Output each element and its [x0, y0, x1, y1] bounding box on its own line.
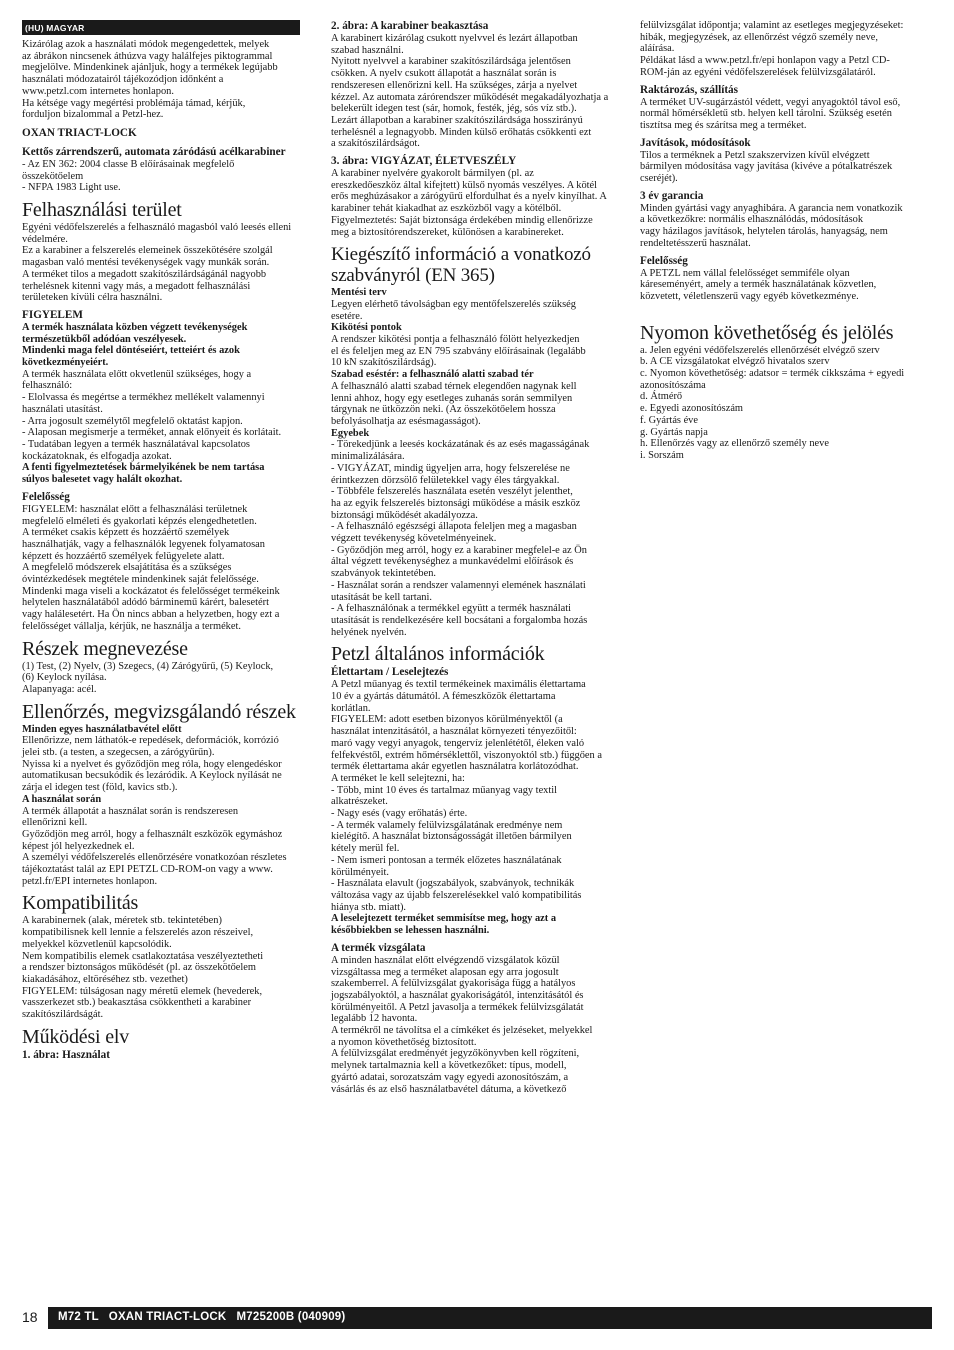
heading-inspection: Ellenőrzés, megvizsgálandó részek	[22, 700, 296, 723]
footer-text: M72 TL OXAN TRIACT-LOCK M725200B (040909)	[58, 1311, 346, 1323]
repair-text: Tilos a terméknek a Petzl szakszervizen kívül elvégzett bármilyen módosítása vagy javítása (kivéve a pótalkatrészek cseréjét).	[640, 149, 893, 185]
lifetime-text: A Petzl műanyag és textil termékeinek maximális élettartama 10 év a gyártás dátumától. A fémeszközök élettartama korlátlan. FIGYELEM: adott esetben bizonyos körülményektől (a használat intenzitásától, a használat környezeti tényezőitől: maró vagy vegyi anyagok, tengervíz jelenlététől, éleken való felfekvéstől, extrém hőmérséklettől, viszonyoktól stb.) függően a termék élettartama akár egyetlen használatra korlátozódhat. A terméket le kell selejtezni, ha: - Több, mint 10 éves és tartalmaz műanyag vagy textil alkatrészeket. - Nagy esés (vagy erőhatás) érte. - A termék valamely felülvizsgálatának eredménye nem kielégítő. A használat biztonságosságát illetően bármilyen kétely merül fel. - Nem ismeri pontosan a termék előzetes használatának körülményeit. - Használata elavult (jogszabályok, szabványok, technikák változása vagy az újabb felszerelésekkel való kompatibilitás hiánya stb. miatt).	[331, 679, 602, 913]
heading-compatibility: Kompatibilitás	[22, 892, 139, 915]
warning-label: FIGYELEM	[22, 308, 83, 321]
traceability-text: a. Jelen egyéni védőfelszerelés ellenőrzését elvégző szerv b. A CE vizsgálatokat elvégző hivatalos szerv c. Nyomon követhetőség: adatsor = termék cikkszáma + egyedi azonosítószáma d. Átmérő e. Egyedi azonosítószám f. Gyártás éve g. Gyártás napja h. Ellenőrzés vagy az ellenőrző személy neve i. Sorszám	[640, 344, 905, 461]
liability-text: A PETZL nem vállal felelősséget semmiféle olyan káreseményért, amely a termék használatának közvetlen, közvetett, véletlenszerű vagy egyéb következménye.	[640, 267, 877, 302]
inspection-label-1: Minden egyes használatbavétel előtt	[22, 723, 182, 735]
responsibility-label: Felelősség	[22, 490, 70, 503]
language-tag: (HU) MAGYAR	[22, 20, 300, 35]
page-number: 18	[22, 1309, 38, 1325]
liability-label: Felelősség	[640, 254, 688, 267]
other-text: - Törekedjünk a leesés kockázatának és az esés magasságának minimalizálására. - VIGYÁZAT, mindig ügyeljen arra, hogy felszerelése ne érintkezzen dörzsölő felületekkel vagy éles tárgyakkal. - Többféle felszerelés használata esetén veszélyt jelenthet, ha az egyik felszerelés biztonsági működése a másik eszköz biztonsági működését akadályozza. - A felhasználó egészségi állapota feleljen meg a magasban végzett tevékenység követelményeinek. - Győződjön meg arról, hogy ez a karabiner megfelel-e az Ön által végzett tevékenységhez a munkavédelmi előírások és szabványok tekintetében. - Használat során a rendszer valamennyi elemének használati utasítását be kell tartani. - A felhasználónak a termékkel együtt a termék használati utasítását is rendelkezésére kell bocsátani a forgalomba hozás helyének nyelvén.	[331, 439, 590, 638]
continued-text: felülvizsgálat időpontja; valamint az esetleges megjegyzéseket: hibák, megjegyzések, az ellenőrzést végző személy neve, aláírása. Példákat lásd a www.petzl.fr/epi honlapon vagy a Petzl CD- ROM-ján az egyéni védőfelszerelések felülvizsgálatáról.	[640, 20, 904, 78]
rescue-text: Legyen elérhető távolságban egy mentőfelszerelés szükség esetére.	[331, 298, 576, 322]
heading-general-info: Petzl általános információk	[331, 643, 545, 666]
figure-2-caption: 2. ábra: A karabiner beakasztása	[331, 20, 489, 32]
standards-text: - Az EN 362: 2004 classe B előírásainak megfelelő összekötőelem - NFPA 1983 Light use.	[22, 158, 235, 194]
anchor-text: A rendszer kikötési pontja a felhasználó fölött helyezkedjen el és feleljen meg az EN 795 szabvány előírásainak (legalább 10 kN szakítószilárdság).	[331, 334, 586, 369]
figure-3-caption: 3. ábra: VIGYÁZAT, ÉLETVESZÉLY	[331, 155, 517, 168]
heading-area: Felhasználási terület	[22, 199, 182, 222]
product-check-label: A termék vizsgálata	[331, 941, 426, 954]
figure-2-text: A karabinert kizárólag csukott nyelvvel és lezárt állapotban szabad használni. Nyitott nyelvvel a karabiner szakítószilárdsága jelentősen csökken. A nyelv csukott állapotát a használat során is rendszeresen ellenőrizni kell. Ha szükséges, zárja a nyelvet kézzel. Az automata zárórendszer működését megakadályozhatja a belekerült idegen test (sár, homok, festék, jég, sós víz stb.). Lezárt állapotban a karabiner szakítószilárdsága hosszirányú terhelésnél a legnagyobb. Minden külső erőhatás csökkenti ezt a szakítószilárdságot.	[331, 33, 609, 150]
page-footer	[22, 1307, 932, 1329]
responsibility-text: FIGYELEM: használat előtt a felhasználási területnek megfelelő elméleti és gyakorlati képzés elengedhetetlen. A terméket csakis képzett és hozzáértő személyek használhatják, vagy a felhasználók legyenek folyamatosan képzett és hozzáértő személyek felügyelete alatt. A megfelelő módszerek elsajátítása és a szükséges óvintézkedések megtétele mindenkinek saját felelőssége. Mindenki maga viseli a kockázatot és felelősséget termékeink helytelen használatából adódó bárminemű kárért, balesetért vagy halálesetért. Ha Ön nincs abban a helyzetben, hogy ezt a felelősséget vállalja, kérjük, ne használja a terméket.	[22, 503, 280, 632]
warning-text: A termék használata előtt okvetlenül szükséges, hogy a felhasználó: - Elolvassa és megértse a termékhez mellékelt valamennyi használati utasítást. - Arra jogosult személytől megfelelő oktatást kapjon. - Alaposan megismerje a terméket, annak előnyeit és korlátait. - Tudatában legyen a termék használatával kapcsolatos kockázatoknak, és elfogadja azokat.	[22, 368, 282, 462]
anchor-label: Kikötési pontok	[331, 322, 402, 334]
storage-text: A terméket UV-sugárzástól védett, vegyi anyagoktól távol eső, normál hőmérsékletű stb. helyen kell tárolni. Szükség esetén tisztítsa meg és szárítsa meg a terméket.	[640, 96, 901, 131]
clearance-label: Szabad esés​tér: a felhasználó alatti szabad tér	[331, 369, 534, 381]
product-name: OXAN TRIACT-LOCK	[22, 126, 137, 139]
compatibility-text: A karabinernek (alak, méretek stb. tekintetében) kompatibilisnek kell lennie a felszerelés azon részeivel, melyekkel közvetlenül kapcsolódik. Nem kompatibilis elemek csatlakoztatása veszélyeztetheti a rendszer biztonságos működését (pl. az összekötőelem kiakadásához, eltöréséhez stb. vezethet) FIGYELEM: túlságosan nagy méretű elemek (hevederek, vasszerkezet stb.) beakasztása csökkentheti a karabiner szakítószilárdságát.	[22, 915, 264, 1021]
storage-label: Raktározás, szállítás	[640, 83, 738, 96]
figure-1-caption: 1. ábra: Használat	[22, 1048, 110, 1061]
parts-text: (1) Test, (2) Nyelv, (3) Szegecs, (4) Zárógyűrű, (5) Keylock, (6) Keylock nyílása. Alapanyaga: acél.	[22, 660, 274, 695]
inspection-label-2: A használat során	[22, 793, 102, 805]
column-2	[331, 20, 616, 1095]
repair-label: Javítások, módosítások	[640, 136, 751, 149]
lifetime-label: Élettartam / Leselejtezés	[331, 666, 449, 679]
other-label: Egyebek	[331, 427, 370, 439]
warranty-label: 3 év garancia	[640, 189, 704, 202]
intro-text: Kizárólag azok a használati módok megengedettek, melyek az ábrákon nincsenek áthúzva vagy halálfejes piktogrammal megjelölve. Mindenkinek ajánljuk, hogy a termékek legújabb használati módozatairól tájékozódjon időnként a www.petzl.com internetes honlapon. Ha kétsége vagy megértési problémája támad, kérjük, forduljon bizalommal a Petzl-hez.	[22, 39, 278, 121]
heading-en365: Kiegészítő információ a vonatkozó szabványról (EN 365)	[331, 244, 591, 287]
warning-bold: A termék használata közben végzett tevékenységek természetükből adódóan veszélyesek. Mindenki maga felel döntéseiért, tetteiért és azok következményeiért.	[22, 321, 248, 369]
column-1	[22, 20, 300, 1062]
heading-traceability: Nyomon követhetőség és jelölés	[640, 321, 894, 344]
product-description: Kettős zárrendszerű, automata záródású acélkarabiner	[22, 145, 286, 158]
footer-bar	[48, 1307, 932, 1329]
warranty-text: Minden gyártási vagy anyaghibára. A garancia nem vonatkozik a következőkre: normális elhasználódás, módosítások vagy házilagos javítások, helytelen tárolás, hanyagság, nem rendeltetésszerű használat.	[640, 202, 903, 249]
area-text: Egyéni védőfelszerelés a felhasználó magasból való leesés elleni védelmére. Ez a karabiner a felszerelés elemeinek összekötésére szolgál magasban való mentési tevékenységek vagy munkák során. A terméket tilos a megadott szakítószilárdságánál nagyobb terhelésnek kitenni vagy más, a megadott felhasználási területeken kívüli célra használni.	[22, 222, 292, 304]
product-check-text: A minden használat előtt elvégzendő vizsgálatok közül vizsgáltassa meg a terméket alaposan egy arra jogosult szakemberrel. A felülvizsgálat gyakorisága függ a hatályos jogszabályoktól, a használat gyakoriságától, intenzitásától és körülményeitől. A Petzl javasolja a termékek felülvizsgálatát legalább 12 havonta. A termékről ne távolítsa el a címkéket és jelzéseket, melyekkel a nyomon követhetőség biztosított. A felülvizsgálat eredményét jegyzőkönyvben kell rögzíteni, melynek tartalmaznia kell a következőket: típus, modell, gyártó adatai, sorozatszám vagy egyedi azonosítószám, a vásárlás és az első használatbavétel dátuma, a következő	[331, 954, 593, 1095]
column-3	[640, 20, 932, 462]
clearance-text: A felhasználó alatti szabad térnek elegendően nagynak kell lenni ahhoz, hogy egy esetleges zuhanás során semmilyen tárgynak ne ütközzön neki. (Az összekötőelem hossza befolyásolhatja az esésmagasságot).	[331, 380, 577, 427]
lifetime-bold: A leselejtezett terméket semmisítse meg, hogy azt a későbbiekben se lehessen használni.	[331, 913, 557, 937]
warning-bold-2: A fenti figyelmeztetések bármelyikének be nem tartása súlyos balesetet vagy halált okozhat.	[22, 462, 265, 486]
heading-operation: Működési elv	[22, 1025, 130, 1048]
inspection-text-1: Ellenőrizze, nem láthatók-e repedések, deformációk, korrózió jelei stb. (a testen, a szegecsen, a zárógyűrűn). Nyissa ki a nyelvet és győződjön meg róla, hogy elengedéskor automatikusan becsukódik és lezáródik. A Keylock nyílását ne zárja el idegen test (föld, kavics stb.).	[22, 735, 282, 794]
figure-3-text: A karabiner nyelvére gyakorolt bármilyen (pl. az ereszkedőeszköz által kifejtett) külső nyomás veszélyes. A kötél erős meghúzásakor a zárógyűrű elfordulhat és a nyelv kinyílhat. A karabiner tehát kiakadhat az eszközből vagy a kötélből. Figyelmeztetés: Saját biztonsága érdekében mindig ellenőrizze meg a biztosítórendszereket, különösen a karabinereket.	[331, 168, 607, 238]
rescue-label: Mentési terv	[331, 287, 387, 299]
heading-parts: Részek megnevezése	[22, 637, 188, 660]
inspection-text-2: A termék állapotát a használat során is rendszeresen ellenőrizni kell. Győződjön meg arról, hogy a felhasznált eszközök egymáshoz képest jól helyezkednek el. A személyi védőfelszerelés ellenőrzésére vonatkozóan részletes tájékoztatást talál az EPI PETZL CD-ROM-on vagy a www. petzl.fr/EPI internetes honlapon.	[22, 805, 287, 887]
